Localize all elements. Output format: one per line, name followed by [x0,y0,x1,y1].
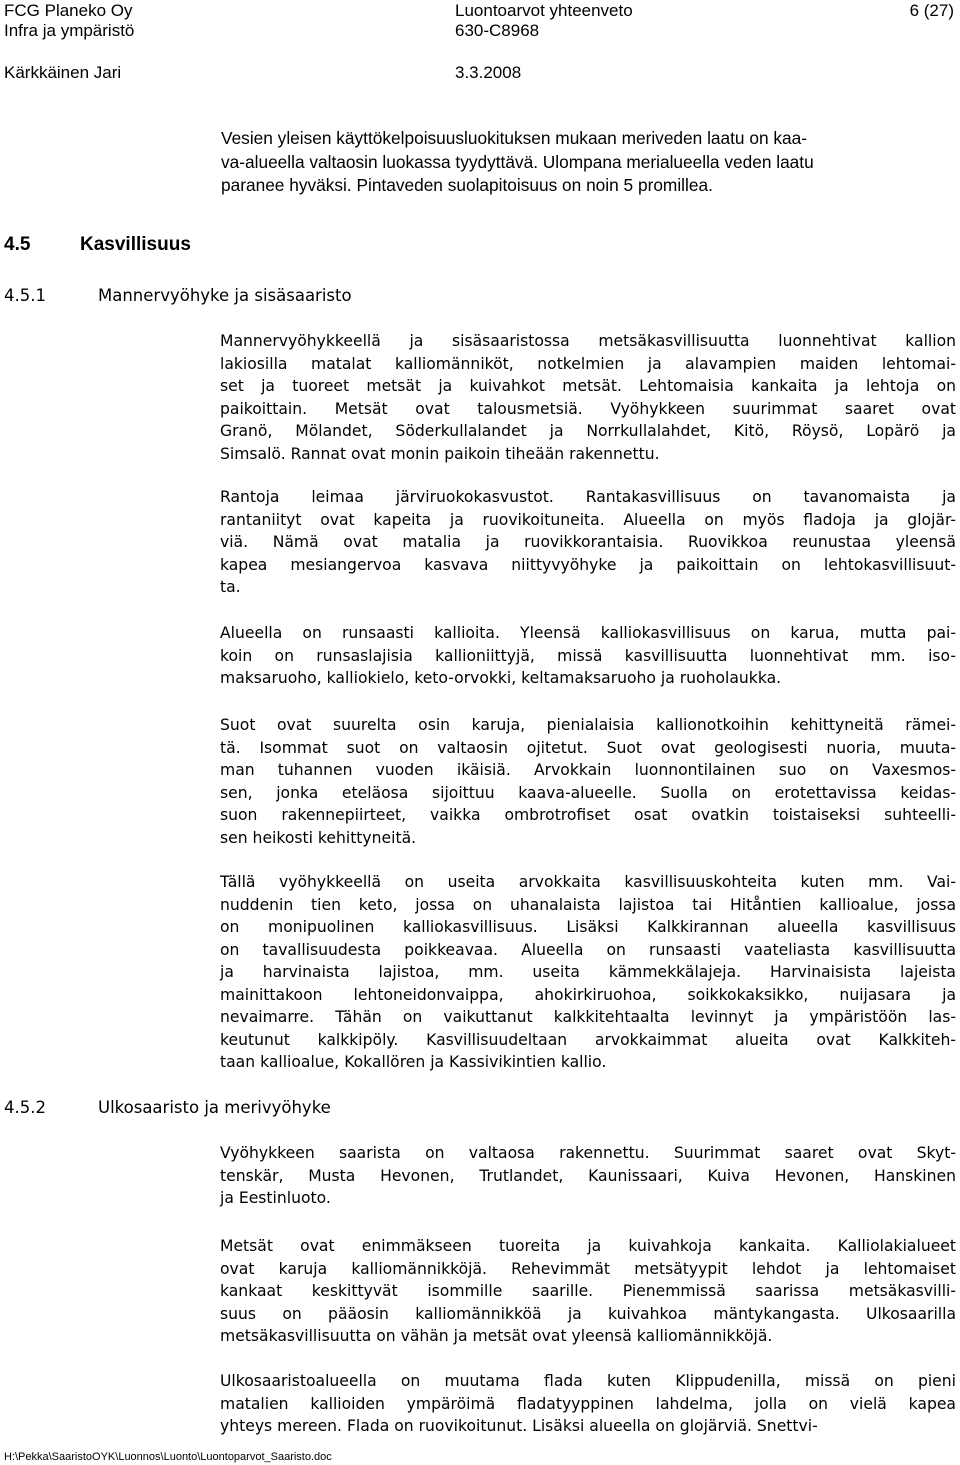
subsection-number: 4.5.1 [4,286,46,305]
paragraph-line: set ja tuoreet metsät ja kuivahkot metsät. Lehtomaisia kankaita ja lehtoja on [220,377,956,395]
paragraph-line: kankaat keskittyvät isommille saarille. Pienemmissä saarissa metsäkasvilli- [220,1282,956,1300]
paragraph-line: man tuhannen vuoden ikäisiä. Arvokkain luonnontilainen suo on Vaxesmos- [220,761,956,779]
paragraph-line: Metsät ovat enimmäkseen tuoreita ja kuivahkoja kankaita. Kalliolakialueet [220,1237,956,1255]
paragraph-line: Rantoja leimaa järviruokokasvustot. Rantakasvillisuus on tavanomaista ja [220,488,956,506]
body-paragraph [220,1142,956,1210]
paragraph-line: ovat karuja kalliomännikköjä. Rehevimmät metsätyypit lehdot ja lehtomaiset [220,1259,956,1278]
body-paragraph [220,871,956,1074]
paragraph-line: koin on runsaslajisia kallioniittyjä, missä kasvillisuutta luonnehtivat mm. iso- [220,646,956,665]
paragraph-line: yhteys mereen. Flada on ruovikoitunut. Lisäksi alueella on glojärviä. Snettvi- [220,1417,818,1435]
paragraph-line: nevaimarre. Tähän on vaikuttanut kalkkitehtaalta levinnyt ja ympäristöön las- [220,1008,956,1026]
paragraph-line: keutunut kalkkipöly. Kasvillisuudeltaan arvokkaimmat alueita ovat Kalkkiteh- [220,1030,956,1049]
paragraph-line: on tavallisuudesta poikkeavaa. Alueella on runsaasti vaateliasta kasvillisuutta [220,940,956,959]
paragraph-line: matalien kallioiden ympäröimä fladatyyppinen lahdelma, jolla on vielä kapea [220,1394,956,1413]
subsection-heading-ulkosaaristo [4,1097,331,1119]
body-paragraph [220,714,956,849]
subsection-heading-mannervyohyke [4,285,352,307]
footer-file-path: H:\Pekka\SaaristoOYK\Luonnos\Luonto\Luontoparvot_Saaristo.doc [4,1451,332,1463]
paragraph-line: Granö, Mölandet, Söderkullalandet ja Norrkullalahdet, Kitö, Röysö, Lopärö ja [220,422,956,440]
section-heading [4,233,191,257]
intro-line: paranee hyväksi. Pintaveden suolapitoisuus on noin 5 promillea. [221,175,713,195]
paragraph-line: ja harvinaista lajistoa, mm. useita kämmekkälajeja. Harvinaisista lajeista [220,963,956,981]
paragraph-line: tenskär, Musta Hevonen, Trutlandet, Kaunissaari, Kuiva Hevonen, Hanskinen [220,1166,956,1185]
subsection-title: Mannervyöhyke ja sisäsaaristo [98,286,352,305]
body-paragraph [220,486,956,599]
paragraph-line: Alueella on runsaasti kallioita. Yleensä kalliokasvillisuus on karua, mutta pai- [220,624,956,642]
header-author: Kärkkäinen Jari [4,63,122,82]
paragraph-line: viä. Nämä ovat matalia ja ruovikkorantaisia. Ruovikkoa reunustaa yleensä [220,533,956,551]
header-project-code: 630-C8968 [455,21,540,40]
paragraph-line: Suot ovat suurelta osin karuja, pienialaisia kallionotkoihin kehittyneitä rämei- [220,716,956,734]
paragraph-line: rantaniityt ovat kapeita ja ruovikoituneita. Alueella on myös fladoja ja glojär- [220,510,956,529]
paragraph-line: mainittakoon lehtoneidonvaippa, ahokirkiruohoa, soikkokaksikko, nuijasara ja [220,985,956,1004]
body-paragraph [220,1370,956,1438]
paragraph-line: sen heikosti kehittyneitä. [220,828,417,847]
intro-line: va-alueella valtaosin luokassa tyydyttävä. Ulompana merialueella veden laatu [221,151,814,172]
header-department: Infra ja ympäristö [4,21,135,40]
paragraph-line: suus on pääosin kalliomännikköä ja kuivahkoa mäntykangasta. Ulkosaarilla [220,1304,956,1323]
paragraph-line: ta. [220,578,241,596]
section-title: Kasvillisuus [80,234,191,255]
paragraph-line: tä. Isommat suot on valtaosin ojitetut. Suot ovat geologisesti nuoria, muuta- [220,738,956,757]
paragraph-line: Tällä vyöhykkeellä on useita arvokkaita kasvillisuuskohteita kuten mm. Vai- [220,873,956,891]
paragraph-line: metsäkasvillisuutta on vähän ja metsät ovat yleensä kalliomännikköjä. [220,1327,773,1345]
intro-line: Vesien yleisen käyttökelpoisuusluokituksen mukaan meriveden laatu on kaa- [221,128,807,148]
paragraph-line: paikoittain. Metsät ovat talousmetsiä. Vyöhykkeen suurimmat saaret ovat [220,399,956,418]
body-paragraph [220,1235,956,1348]
subsection-title: Ulkosaaristo ja merivyöhyke [98,1098,331,1117]
paragraph-line: taan kallioalue, Kokallören ja Kassivikintien kallio. [220,1053,607,1071]
paragraph-line: suon rakennepiirteet, vaikka ombrotrofiset osat ovatkin toistaiseksi suhteelli- [220,806,956,824]
paragraph-line: sen, jonka eteläosa sijoittuu kaava-alueelle. Suolla on erotettavissa keidas- [220,783,956,802]
header-company: FCG Planeko Oy [4,1,133,20]
header-doc-title: Luontoarvot yhteenveto [455,1,633,20]
intro-paragraph [221,127,953,198]
paragraph-line: kapea mesiangervoa kasvava niittyvyöhyke ja paikoittain on lehtokasvillisuut- [220,555,956,574]
paragraph-line: Mannervyöhykkeellä ja sisäsaaristossa metsäkasvillisuutta luonnehtivat kallion [220,332,956,350]
paragraph-line: maksaruoho, kalliokielo, keto-orvokki, keltamaksaruoho ja ruoholaukka. [220,669,782,687]
section-number: 4.5 [4,234,31,255]
body-paragraph [220,330,956,465]
paragraph-line: Vyöhykkeen saarista on valtaosa rakennettu. Suurimmat saaret ovat Skyt- [220,1144,956,1162]
paragraph-line: lakiosilla matalat kalliomänniköt, notkelmien ja alavampien maiden lehtomai- [220,354,956,373]
paragraph-line: Ulkosaaristoalueella on muutama flada kuten Klippudenilla, missä on pieni [220,1372,956,1390]
header-page-number: 6 (27) [909,1,954,20]
paragraph-line: on monipuolinen kalliokasvillisuus. Lisäksi Kalkkirannan alueella kasvillisuus [220,918,956,936]
header-date: 3.3.2008 [455,63,522,82]
body-paragraph [220,622,956,690]
paragraph-line: ja Eestinluoto. [220,1189,331,1207]
subsection-number: 4.5.2 [4,1098,46,1117]
paragraph-line: nuddenin tien keto, jossa on uhanalaista lajistoa tai Hitåntien kallioalue, jossa [220,895,956,914]
paragraph-line: Simsalö. Rannat ovat monin paikoin tiheään rakennettu. [220,444,660,463]
